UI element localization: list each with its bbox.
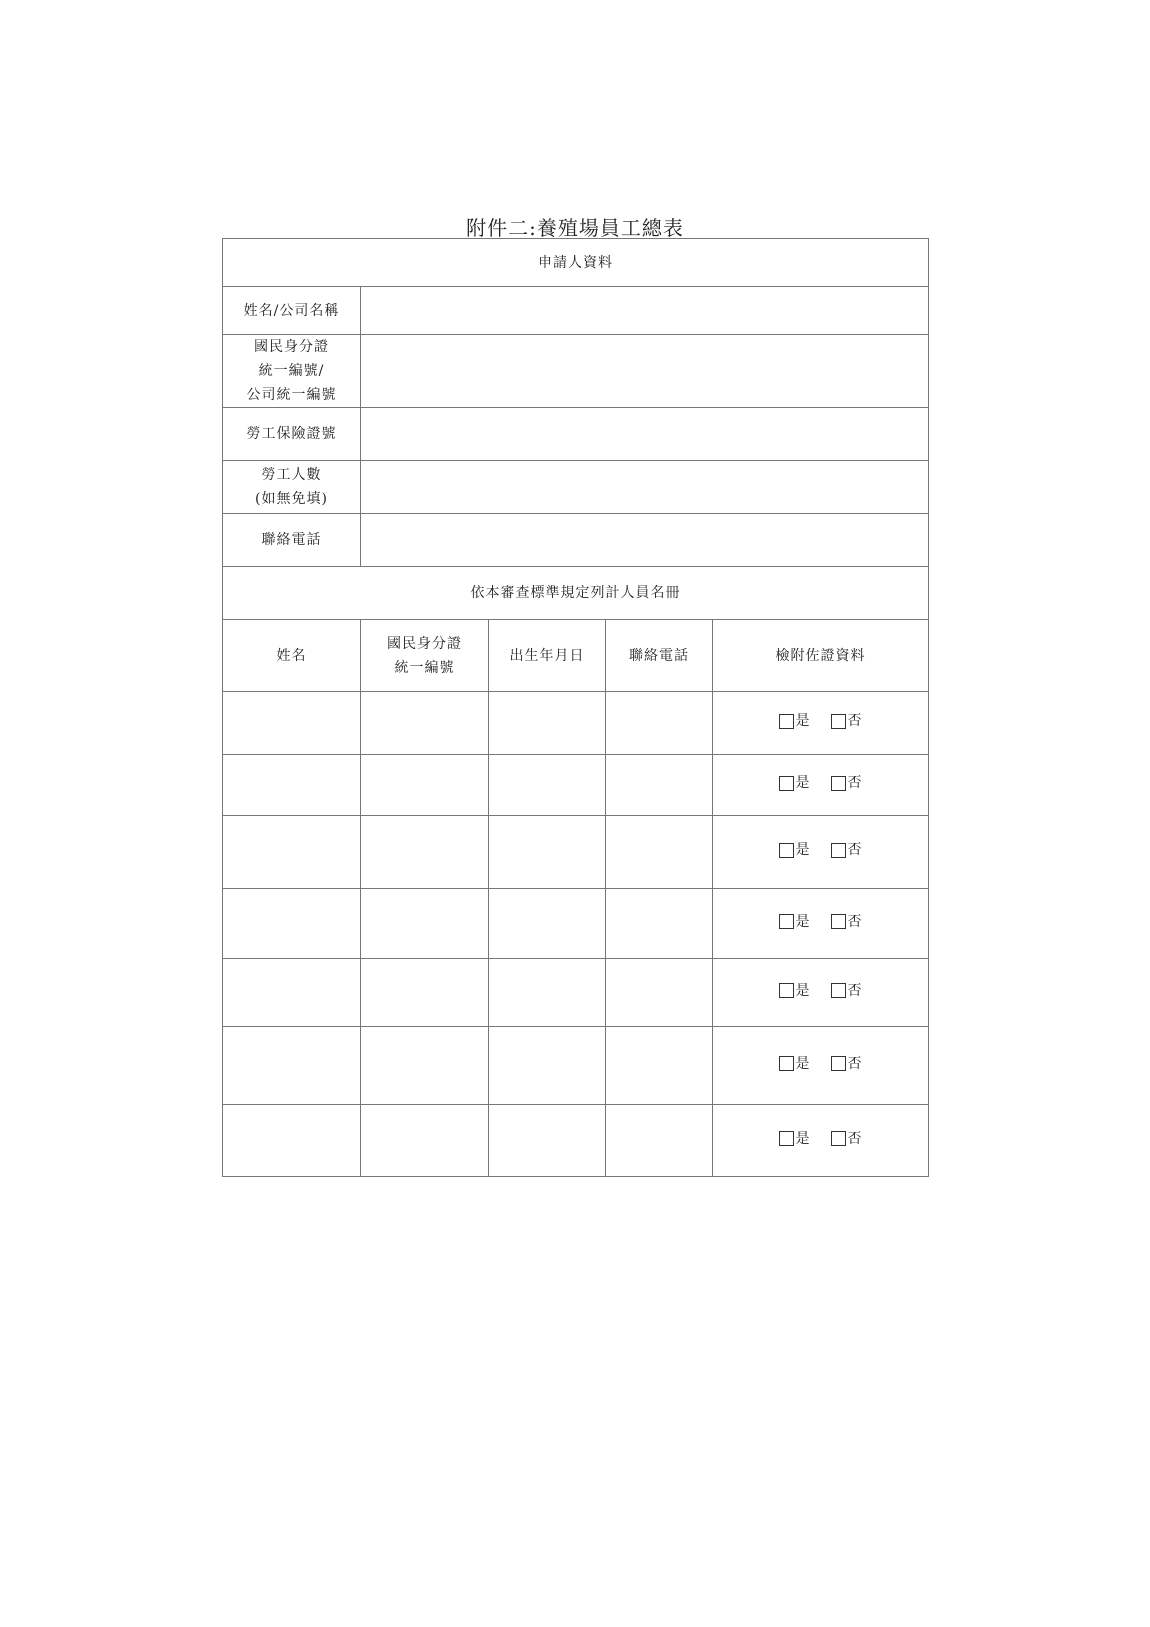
yes-checkbox[interactable] bbox=[779, 914, 794, 929]
no-checkbox[interactable] bbox=[831, 714, 846, 729]
no-label: 否 bbox=[847, 713, 863, 730]
applicant-section-header: 申請人資料 bbox=[223, 239, 929, 287]
no-label: 否 bbox=[847, 1055, 863, 1072]
id-cell[interactable] bbox=[361, 692, 489, 755]
no-label: 否 bbox=[847, 982, 863, 999]
phone-cell[interactable] bbox=[606, 692, 713, 755]
name-cell[interactable] bbox=[223, 959, 361, 1027]
no-checkbox[interactable] bbox=[831, 1131, 846, 1146]
labor-insurance-label: 勞工保險證號 bbox=[223, 408, 361, 461]
yes-label: 是 bbox=[795, 982, 811, 999]
column-header-id: 國民身分證 統一編號 bbox=[361, 620, 489, 692]
document-title: 附件二:養殖場員工總表 bbox=[466, 216, 684, 240]
yes-label: 是 bbox=[795, 775, 811, 792]
evidence-cell bbox=[713, 889, 929, 959]
birthdate-cell[interactable] bbox=[489, 889, 606, 959]
roster-rows bbox=[223, 692, 929, 1177]
yes-checkbox[interactable] bbox=[779, 983, 794, 998]
id-cell[interactable] bbox=[361, 1027, 489, 1105]
no-option[interactable] bbox=[831, 709, 863, 733]
birthdate-cell[interactable] bbox=[489, 692, 606, 755]
worker-count-label: 勞工人數 (如無免填) bbox=[223, 461, 361, 514]
no-option[interactable] bbox=[831, 771, 863, 795]
no-label: 否 bbox=[847, 775, 863, 792]
yes-checkbox[interactable] bbox=[779, 843, 794, 858]
yes-checkbox[interactable] bbox=[779, 714, 794, 729]
name-cell[interactable] bbox=[223, 889, 361, 959]
evidence-cell bbox=[713, 959, 929, 1027]
yes-label: 是 bbox=[795, 913, 811, 930]
yes-option[interactable] bbox=[779, 771, 811, 795]
applicant-name-field[interactable] bbox=[361, 287, 929, 335]
no-checkbox[interactable] bbox=[831, 1056, 846, 1071]
table-row bbox=[223, 889, 929, 959]
applicant-id-label: 國民身分證 統一編號/ 公司統一編號 bbox=[223, 335, 361, 408]
column-header-name: 姓名 bbox=[223, 620, 361, 692]
name-cell[interactable] bbox=[223, 755, 361, 816]
no-checkbox[interactable] bbox=[831, 914, 846, 929]
yes-checkbox[interactable] bbox=[779, 1131, 794, 1146]
no-checkbox[interactable] bbox=[831, 983, 846, 998]
worker-count-field[interactable] bbox=[361, 461, 929, 514]
phone-cell[interactable] bbox=[606, 959, 713, 1027]
phone-cell[interactable] bbox=[606, 1105, 713, 1177]
table-row bbox=[223, 692, 929, 755]
yes-checkbox[interactable] bbox=[779, 776, 794, 791]
yes-label: 是 bbox=[795, 713, 811, 730]
evidence-cell bbox=[713, 755, 929, 816]
no-label: 否 bbox=[847, 842, 863, 859]
employee-summary-table bbox=[222, 238, 929, 1177]
table-row bbox=[223, 755, 929, 816]
applicant-id-field[interactable] bbox=[361, 335, 929, 408]
name-cell[interactable] bbox=[223, 1027, 361, 1105]
column-header-phone: 聯絡電話 bbox=[606, 620, 713, 692]
yes-checkbox[interactable] bbox=[779, 1056, 794, 1071]
no-option[interactable] bbox=[831, 979, 863, 1003]
birthdate-cell[interactable] bbox=[489, 1027, 606, 1105]
evidence-cell bbox=[713, 692, 929, 755]
evidence-cell bbox=[713, 816, 929, 889]
no-label: 否 bbox=[847, 913, 863, 930]
birthdate-cell[interactable] bbox=[489, 1105, 606, 1177]
yes-label: 是 bbox=[795, 1055, 811, 1072]
name-cell[interactable] bbox=[223, 1105, 361, 1177]
applicant-phone-label: 聯絡電話 bbox=[223, 514, 361, 567]
table-row bbox=[223, 1027, 929, 1105]
evidence-cell bbox=[713, 1027, 929, 1105]
yes-option[interactable] bbox=[779, 1052, 811, 1076]
column-header-birthdate: 出生年月日 bbox=[489, 620, 606, 692]
id-cell[interactable] bbox=[361, 1105, 489, 1177]
yes-option[interactable] bbox=[779, 838, 811, 862]
id-cell[interactable] bbox=[361, 959, 489, 1027]
birthdate-cell[interactable] bbox=[489, 755, 606, 816]
no-option[interactable] bbox=[831, 1127, 863, 1151]
yes-option[interactable] bbox=[779, 1127, 811, 1151]
no-checkbox[interactable] bbox=[831, 843, 846, 858]
phone-cell[interactable] bbox=[606, 889, 713, 959]
no-option[interactable] bbox=[831, 1052, 863, 1076]
phone-cell[interactable] bbox=[606, 1027, 713, 1105]
id-cell[interactable] bbox=[361, 889, 489, 959]
no-option[interactable] bbox=[831, 910, 863, 934]
id-cell[interactable] bbox=[361, 755, 489, 816]
evidence-cell bbox=[713, 1105, 929, 1177]
birthdate-cell[interactable] bbox=[489, 959, 606, 1027]
id-cell[interactable] bbox=[361, 816, 489, 889]
name-cell[interactable] bbox=[223, 816, 361, 889]
name-cell[interactable] bbox=[223, 692, 361, 755]
column-header-evidence: 檢附佐證資料 bbox=[713, 620, 929, 692]
yes-label: 是 bbox=[795, 842, 811, 859]
labor-insurance-field[interactable] bbox=[361, 408, 929, 461]
roster-section-header: 依本審查標準規定列計人員名冊 bbox=[223, 567, 929, 620]
applicant-name-label: 姓名/公司名稱 bbox=[223, 287, 361, 335]
table-row bbox=[223, 1105, 929, 1177]
yes-option[interactable] bbox=[779, 979, 811, 1003]
yes-option[interactable] bbox=[779, 910, 811, 934]
no-option[interactable] bbox=[831, 838, 863, 862]
table-row bbox=[223, 816, 929, 889]
phone-cell[interactable] bbox=[606, 816, 713, 889]
no-checkbox[interactable] bbox=[831, 776, 846, 791]
yes-option[interactable] bbox=[779, 709, 811, 733]
applicant-phone-field[interactable] bbox=[361, 514, 929, 567]
table-row bbox=[223, 959, 929, 1027]
phone-cell[interactable] bbox=[606, 755, 713, 816]
yes-label: 是 bbox=[795, 1130, 811, 1147]
birthdate-cell[interactable] bbox=[489, 816, 606, 889]
no-label: 否 bbox=[847, 1130, 863, 1147]
